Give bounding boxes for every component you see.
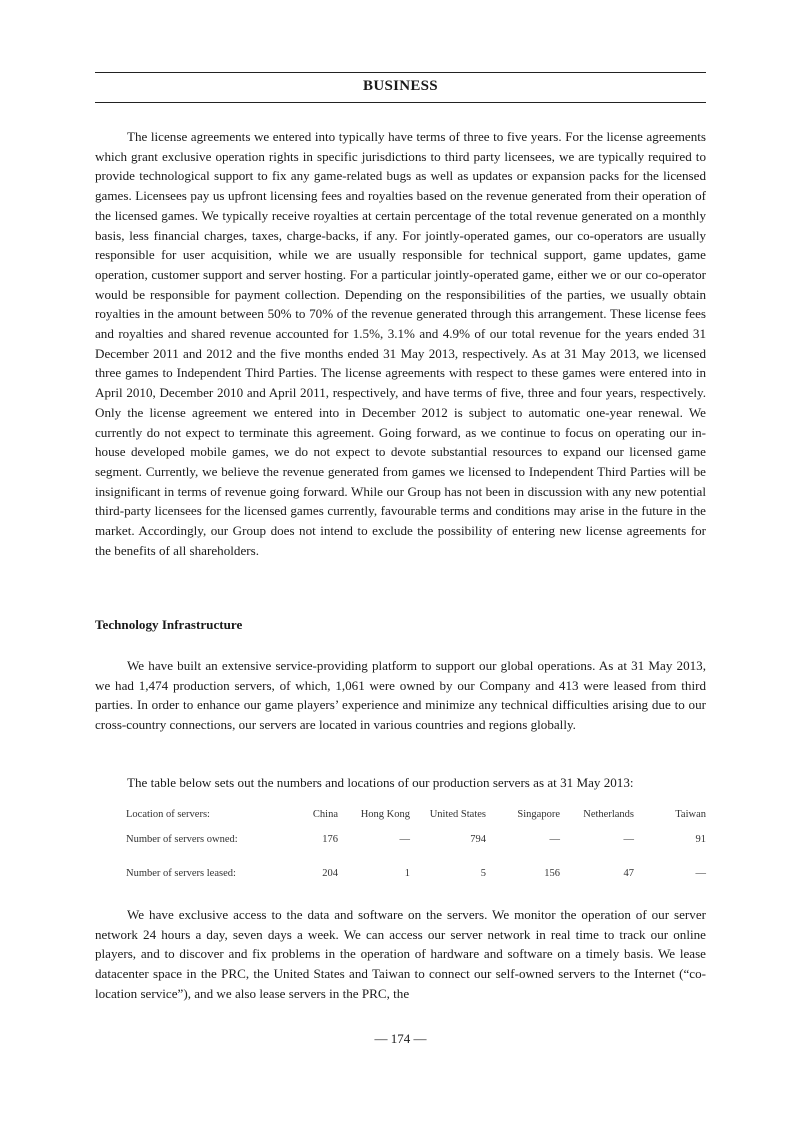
page-header-title: BUSINESS xyxy=(363,78,438,94)
table-cell: — xyxy=(623,833,634,845)
table-header-cell: United States xyxy=(429,808,486,820)
header-rule-top xyxy=(95,72,706,73)
table-row-label: Number of servers leased: xyxy=(126,867,236,879)
table-cell: 5 xyxy=(480,867,486,879)
table-cell: — xyxy=(695,867,706,879)
table-header-cell: Hong Kong xyxy=(360,808,410,820)
table-cell: 156 xyxy=(544,867,560,879)
paragraph-table-intro: The table below sets out the numbers and locations of our production servers as at 31 May 2013: xyxy=(127,775,634,790)
table-cell: 47 xyxy=(623,867,634,879)
table-header-cell: Netherlands xyxy=(583,808,634,820)
table-row xyxy=(126,856,706,890)
section-heading-technology-infrastructure: Technology Infrastructure xyxy=(95,617,243,632)
table-cell: — xyxy=(549,833,560,845)
table-cell: 794 xyxy=(470,833,486,845)
table-cell: 176 xyxy=(322,833,338,845)
page-number: — 174 — xyxy=(374,1031,427,1046)
table-header-cell: Taiwan xyxy=(675,808,706,820)
table-header-cell: Singapore xyxy=(517,808,560,820)
table-cell: 204 xyxy=(322,867,338,879)
table-cell: 91 xyxy=(695,833,706,845)
table-row xyxy=(126,822,706,856)
table-row-label: Number of servers owned: xyxy=(126,833,238,845)
header-rule-bottom xyxy=(95,102,706,103)
table-header-cell: China xyxy=(312,808,338,820)
paragraph-service-platform: We have built an extensive service-providing platform to support our global operations. As at 31 May 2013, we had 1,474 production servers, of which, 1,061 were owned by our Company and 413 were leased from third parties. In order to enhance our game players’ experience and minimize any technical difficulties arising due to our cross-country connections, our servers are located in various countries and regions globally. xyxy=(95,658,706,733)
table-cell: 1 xyxy=(404,867,410,879)
paragraph-license-agreements: The license agreements we entered into typically have terms of three to five years. For the license agreements which grant exclusive operation rights in specific jurisdictions to third party licensees, we are typically required to provide technological support to fix any game-related bugs as well as updates or expansion packs for the licensed games. Licensees pay us upfront licensing fees and royalties based on the revenue generated from their operation of the licensed games. We typically receive royalties at certain percentage of the total revenue generated on a monthly basis, less financial charges, taxes, charge-backs, if any. For jointly-operated games, our co-operators are usually responsible for user acquisition, while we are usually responsible for technical support, game updates, game operation, customer support and server hosting. For a particular jointly-operated game, either we or our co-operator would be responsible for payment collection. Depending on the responsibilities of the parties, we usually obtain royalties in the amount between 50% to 70% of the revenue generated through this arrangement. These license fees and royalties and shared revenue accounted for 1.5%, 3.1% and 4.9% of our total revenue for the years ended 31 December 2011 and 2012 and the five months ended 31 May 2013, respectively. As at 31 May 2013, we licensed three games to Independent Third Parties. The license agreements with respect to these games were entered into in April 2010, December 2010 and April 2011, respectively, and have terms of five, three and four years, respectively. Only the license agreement we entered into in December 2012 is subject to automatic one-year renewal. We currently do not expect to terminate this agreement. Going forward, as we continue to focus on operating our in-house developed mobile games, we do not expect to devote substantial resources to expand our licensed game segment. Currently, we believe the revenue generated from games we licensed to Independent Third Parties will be insignificant in terms of revenue going forward. While our Group has not been in discussion with any new potential third-party licensees for the licensed games currently, favourable terms and conditions may arise in the future in the market. Accordingly, our Group does not intend to exclude the possibility of entering new license agreements for the benefits of all shareholders. xyxy=(95,129,706,558)
servers-table xyxy=(126,806,706,890)
table-header-row xyxy=(126,806,706,822)
table-header-cell: Location of servers: xyxy=(126,808,210,820)
paragraph-server-access: We have exclusive access to the data and software on the servers. We monitor the operation of our server network 24 hours a day, seven days a week. We can access our server network in real time to track our online players, and to discover and fix problems in the operation of hardware and software on a timely basis. We lease datacenter space in the PRC, the United States and Taiwan to connect our self-owned servers to the Internet (“co-location service”), and we also lease servers in the PRC, the xyxy=(95,907,706,1001)
table-cell: — xyxy=(399,833,410,845)
